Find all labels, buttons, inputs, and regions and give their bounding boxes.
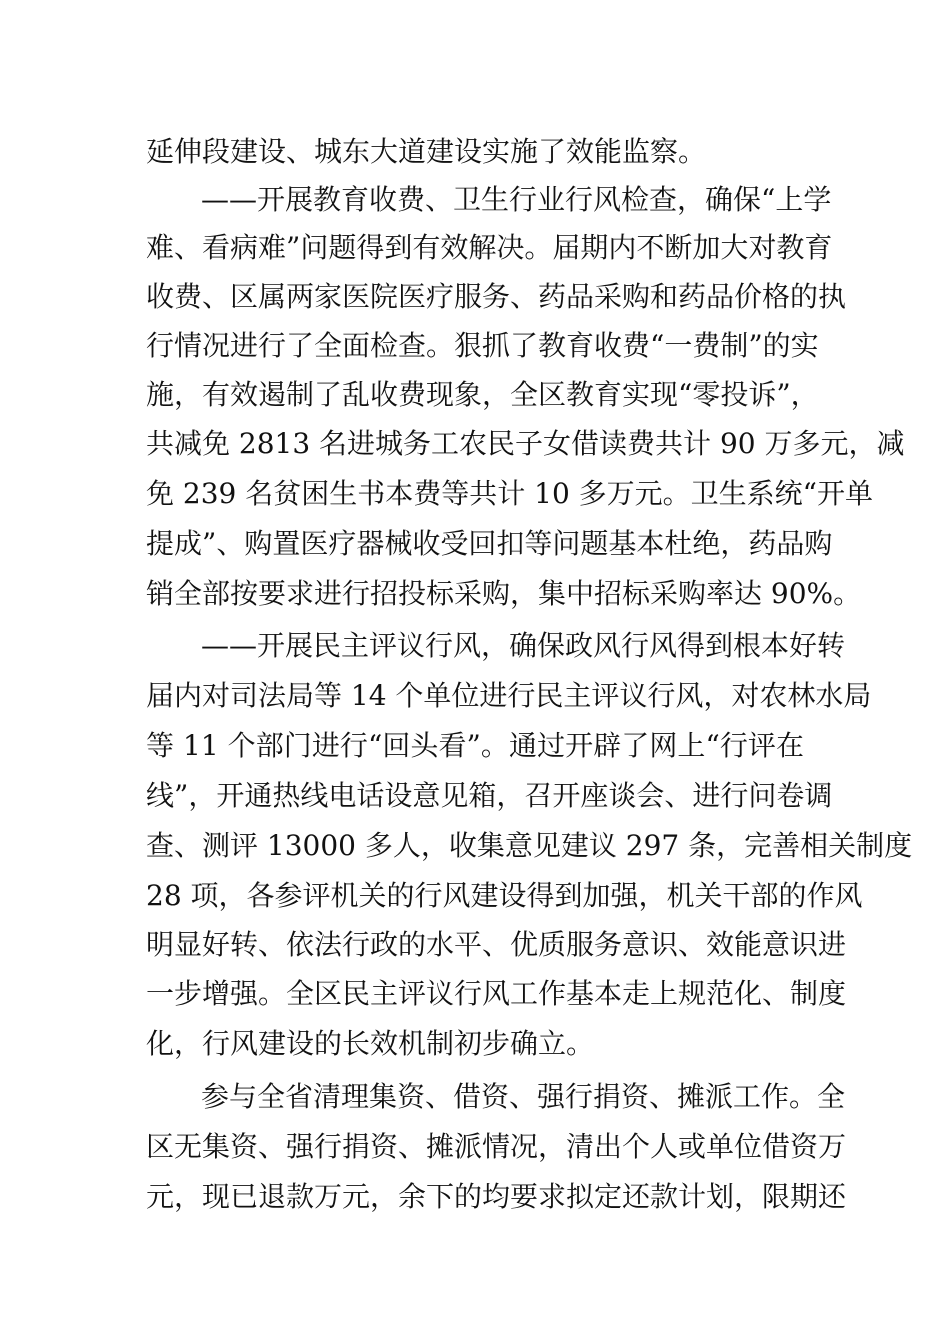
text-line: 收费、区属两家医院医疗服务、药品采购和药品价格的执 [146,280,847,313]
text-line: 届内对司法局等 14 个单位进行民主评议行风，对农林水局 [146,679,872,712]
text-line: 元，现已退款万元，余下的均要求拟定还款计划，限期还 [146,1180,847,1213]
text-line: 施，有效遏制了乱收费现象，全区教育实现“零投诉”， [146,378,819,411]
text-line: 等 11 个部门进行“回头看”。通过开辟了网上“行评在 [146,729,804,762]
text-line: ——开展民主评议行风，确保政风行风得到根本好转 [201,629,846,662]
text-line: 区无集资、强行捐资、摊派情况，清出个人或单位借资万 [146,1130,847,1163]
text-line: 28 项，各参评机关的行风建设得到加强，机关干部的作风 [146,879,863,912]
text-line: 明显好转、依法行政的水平、优质服务意识、效能意识进 [146,928,847,961]
text-line: 销全部按要求进行招投标采购，集中招标采购率达 90%。 [146,577,862,610]
text-line: 难、看病难”问题得到有效解决。届期内不断加大对教育 [146,231,833,264]
text-line: 共减免 2813 名进城务工农民子女借读费共计 90 万多元，减 [146,427,905,460]
text-line: 延伸段建设、城东大道建设实施了效能监察。 [146,135,707,168]
text-line: 行情况进行了全面检查。狠抓了教育收费“一费制”的实 [146,329,819,362]
text-line: 化，行风建设的长效机制初步确立。 [146,1027,595,1060]
text-line: 参与全省清理集资、借资、强行捐资、摊派工作。全 [201,1080,846,1113]
text-line: 一步增强。全区民主评议行风工作基本走上规范化、制度 [146,977,847,1010]
text-line: 线”，开通热线电话设意见箱，召开座谈会、进行问卷调 [146,779,833,812]
text-line: 查、测评 13000 多人，收集意见建议 297 条，完善相关制度 [146,829,913,862]
text-line: 免 239 名贫困生书本费等共计 10 多万元。卫生系统“开单 [146,477,873,510]
text-line: ——开展教育收费、卫生行业行风检查，确保“上学 [201,183,832,216]
text-line: 提成”、购置医疗器械收受回扣等问题基本杜绝，药品购 [146,527,833,560]
